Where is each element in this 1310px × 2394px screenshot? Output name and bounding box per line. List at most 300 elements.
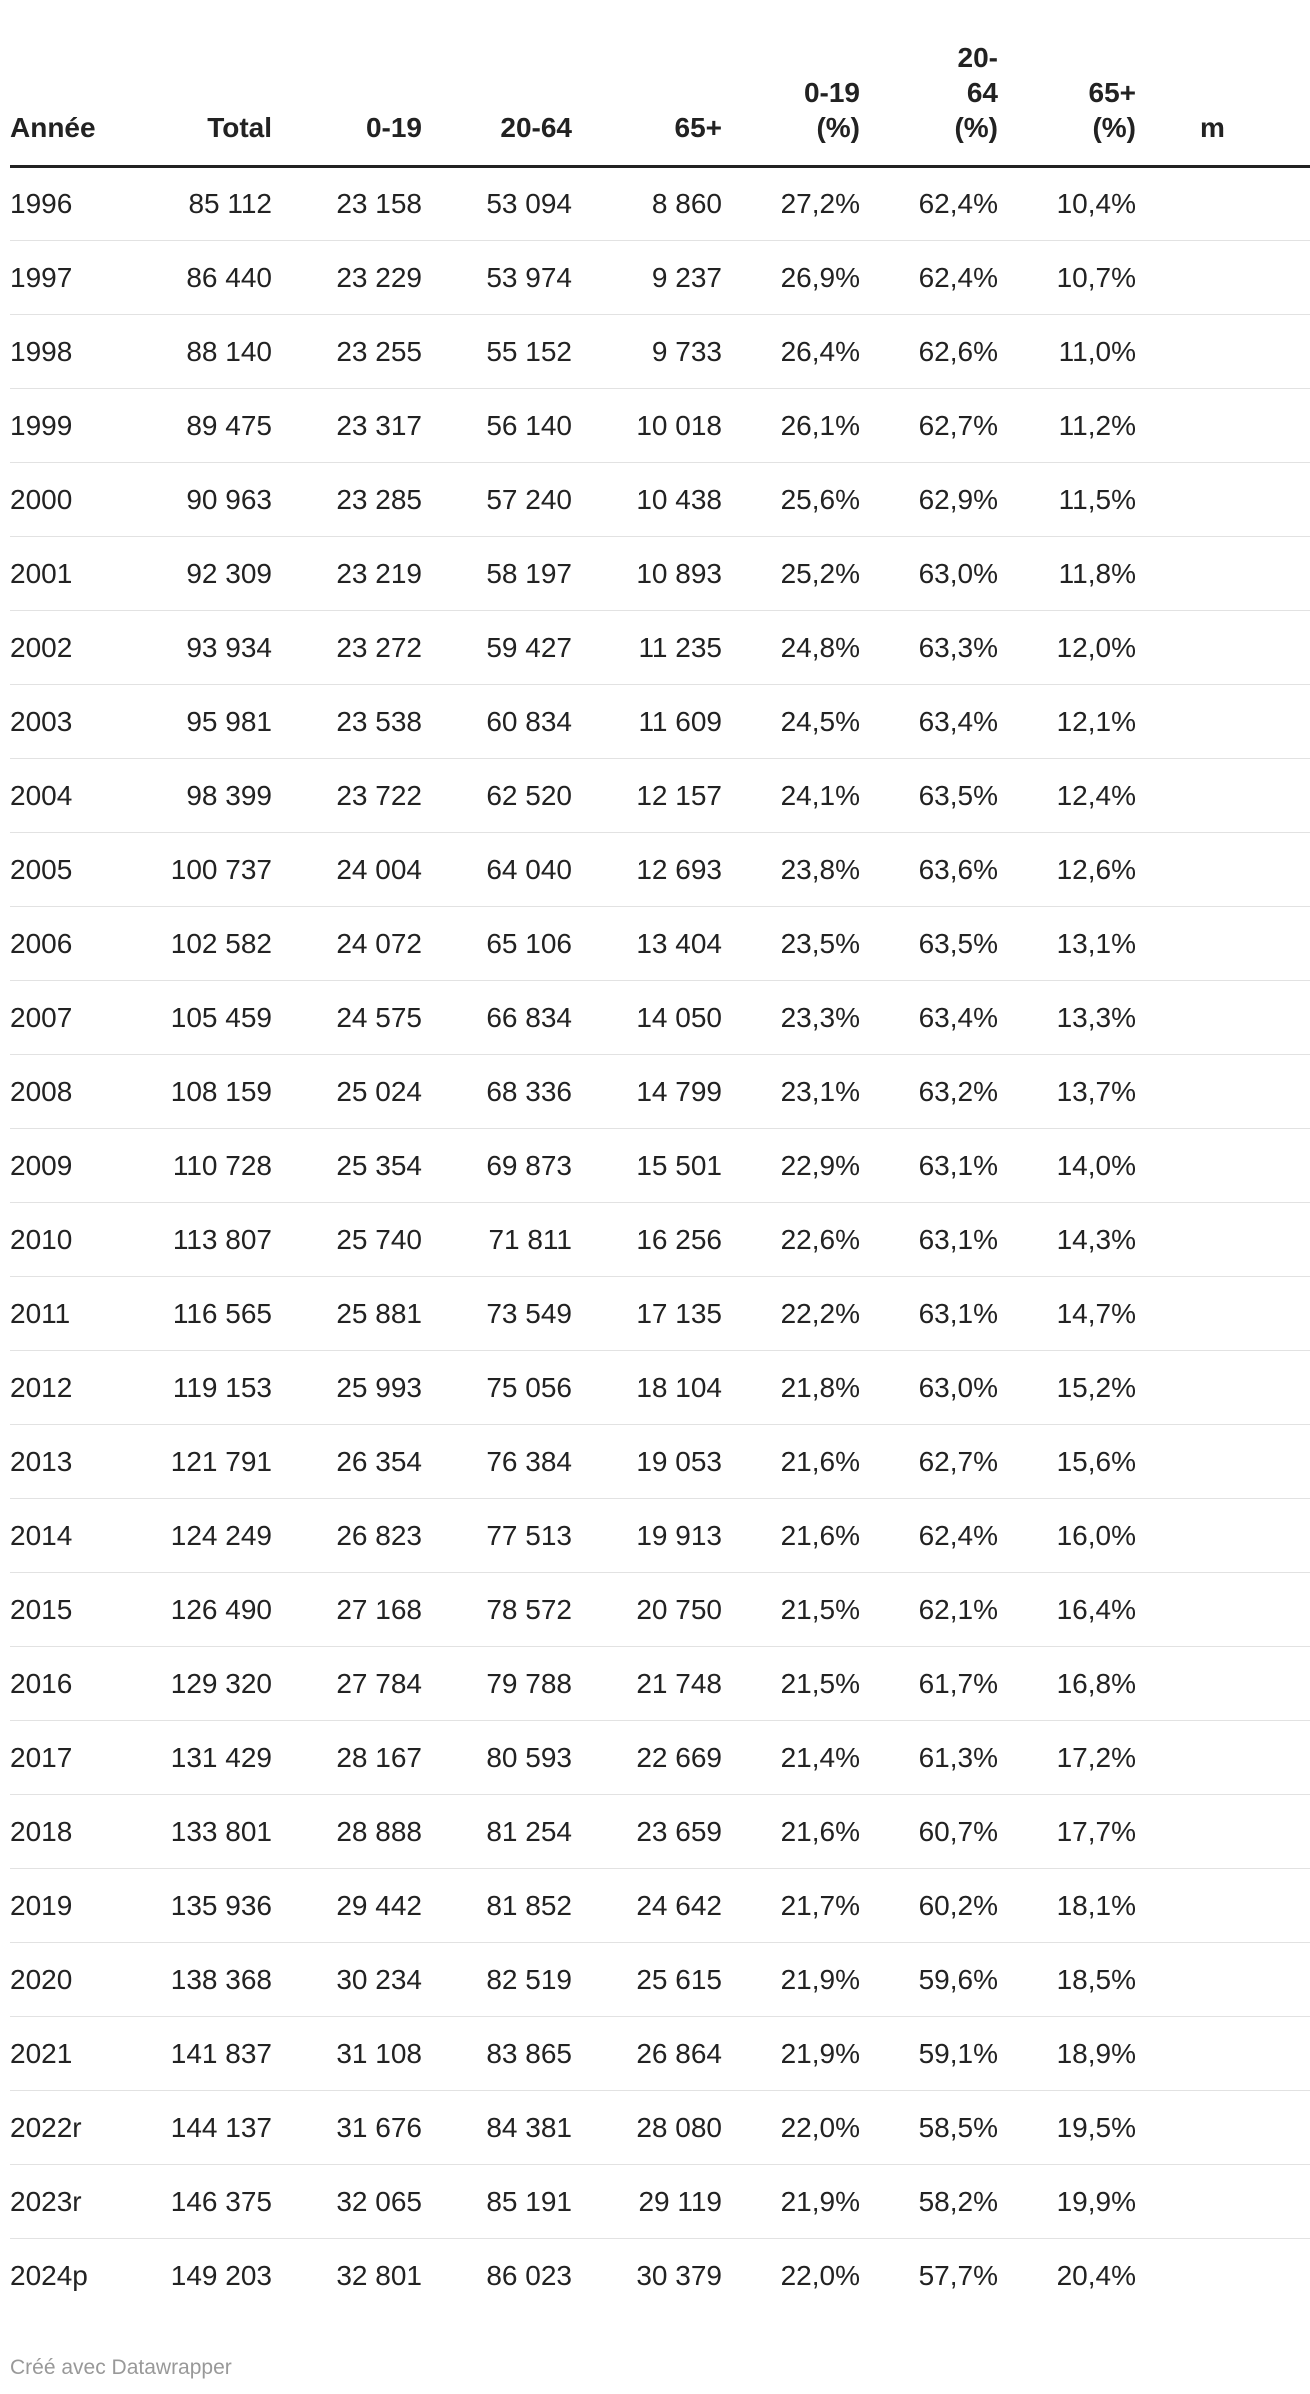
cell-total: 85 112 — [130, 167, 272, 241]
cell-total: 113 807 — [130, 1203, 272, 1277]
cell-total: 89 475 — [130, 389, 272, 463]
cell-pct-20-64: 58,2% — [860, 2165, 998, 2239]
cell-truncated-column — [1136, 167, 1310, 241]
table-row — [10, 685, 1310, 759]
cell-age-65-plus: 10 438 — [572, 463, 722, 537]
cell-truncated-column — [1136, 759, 1310, 833]
cell-pct-0-19: 21,8% — [722, 1351, 860, 1425]
cell-truncated-column — [1136, 1573, 1310, 1647]
cell-age-0-19: 28 888 — [272, 1795, 422, 1869]
cell-total: 135 936 — [130, 1869, 272, 1943]
cell-year: 2012 — [10, 1351, 130, 1425]
cell-age-20-64: 77 513 — [422, 1499, 572, 1573]
cell-total: 88 140 — [130, 315, 272, 389]
cell-age-20-64: 80 593 — [422, 1721, 572, 1795]
cell-age-0-19: 31 676 — [272, 2091, 422, 2165]
cell-age-0-19: 24 072 — [272, 907, 422, 981]
cell-age-20-64: 73 549 — [422, 1277, 572, 1351]
cell-age-20-64: 71 811 — [422, 1203, 572, 1277]
header-age-0-19[interactable]: 0-19 — [272, 40, 422, 167]
cell-age-65-plus: 8 860 — [572, 167, 722, 241]
cell-pct-20-64: 57,7% — [918, 2259, 998, 2291]
cell-age-20-64: 53 974 — [422, 241, 572, 315]
cell-total: 138 368 — [130, 1943, 272, 2017]
cell-age-20-64: 55 152 — [422, 315, 572, 389]
cell-age-0-19: 23 158 — [272, 167, 422, 241]
table-row — [10, 1647, 1310, 1721]
cell-pct-20-64: 63,5% — [860, 759, 998, 833]
cell-pct-0-19: 22,0% — [780, 2259, 860, 2291]
cell-total: 141 837 — [130, 2017, 272, 2091]
header-pct-65-plus-line1: 65+ — [1088, 77, 1136, 108]
cell-age-65-plus: 21 748 — [572, 1647, 722, 1721]
cell-total: 95 981 — [130, 685, 272, 759]
cell-pct-65-plus: 15,6% — [998, 1425, 1136, 1499]
cell-age-20-64: 62 520 — [422, 759, 572, 833]
cell-age-0-19: 25 740 — [272, 1203, 422, 1277]
cell-age-65-plus: 9 237 — [572, 241, 722, 315]
cell-age-0-19: 23 219 — [272, 537, 422, 611]
cell-age-65-plus: 25 615 — [572, 1943, 722, 2017]
cell-truncated-column — [1136, 389, 1310, 463]
cell-pct-20-64: 59,1% — [860, 2017, 998, 2091]
cell-age-20-64: 57 240 — [422, 463, 572, 537]
cell-truncated-column — [1136, 2239, 1310, 2313]
cell-age-20-64: 68 336 — [422, 1055, 572, 1129]
cell-total: 149 203 — [170, 2259, 272, 2291]
cell-age-20-64: 75 056 — [422, 1351, 572, 1425]
cell-pct-20-64: 60,2% — [860, 1869, 998, 1943]
cell-truncated-column — [1136, 537, 1310, 611]
cell-age-20-64: 79 788 — [422, 1647, 572, 1721]
cell-age-0-19: 23 538 — [272, 685, 422, 759]
cell-pct-0-19: 22,9% — [722, 1129, 860, 1203]
table-row — [10, 241, 1310, 315]
header-total[interactable]: Total — [130, 40, 272, 167]
table-row — [10, 1351, 1310, 1425]
table-row — [10, 1795, 1310, 1869]
table-row — [10, 1129, 1310, 1203]
table-row — [10, 759, 1310, 833]
cell-age-65-plus: 12 693 — [572, 833, 722, 907]
cell-truncated-column — [1136, 1795, 1310, 1869]
cell-age-65-plus: 28 080 — [572, 2091, 722, 2165]
cell-age-0-19: 23 722 — [272, 759, 422, 833]
table-row — [10, 981, 1310, 1055]
cell-total: 98 399 — [130, 759, 272, 833]
header-pct-65-plus[interactable] — [998, 40, 1136, 167]
table-row — [10, 389, 1310, 463]
cell-truncated-column — [1136, 1055, 1310, 1129]
cell-pct-65-plus: 13,1% — [998, 907, 1136, 981]
cell-pct-20-64: 63,2% — [860, 1055, 998, 1129]
cell-truncated-column — [1136, 2165, 1310, 2239]
cell-truncated-column — [1136, 907, 1310, 981]
cell-pct-0-19: 23,3% — [722, 981, 860, 1055]
cell-year: 2016 — [10, 1647, 130, 1721]
cell-pct-65-plus: 10,4% — [998, 167, 1136, 241]
cell-age-20-64: 78 572 — [422, 1573, 572, 1647]
cell-pct-20-64: 62,4% — [860, 1499, 998, 1573]
cell-age-65-plus: 15 501 — [572, 1129, 722, 1203]
cell-pct-0-19: 24,5% — [722, 685, 860, 759]
cell-pct-65-plus: 12,0% — [998, 611, 1136, 685]
cell-year: 2024p — [10, 2259, 88, 2291]
header-age-20-64[interactable]: 20-64 — [422, 40, 572, 167]
cell-age-20-64: 86 023 — [486, 2259, 572, 2291]
cell-total: 92 309 — [130, 537, 272, 611]
cell-age-20-64: 76 384 — [422, 1425, 572, 1499]
cell-age-65-plus: 20 750 — [572, 1573, 722, 1647]
table-row — [10, 463, 1310, 537]
cell-pct-0-19: 23,8% — [722, 833, 860, 907]
cell-pct-20-64: 59,6% — [860, 1943, 998, 2017]
cell-age-65-plus: 19 053 — [572, 1425, 722, 1499]
cell-pct-0-19: 26,9% — [722, 241, 860, 315]
cell-truncated-column — [1136, 1869, 1310, 1943]
cell-pct-0-19: 21,9% — [722, 2165, 860, 2239]
cell-pct-20-64: 63,3% — [860, 611, 998, 685]
cell-year: 2018 — [10, 1795, 130, 1869]
cell-truncated-column — [1136, 241, 1310, 315]
cell-total: 146 375 — [130, 2165, 272, 2239]
cell-year: 2017 — [10, 1721, 130, 1795]
cell-total: 121 791 — [130, 1425, 272, 1499]
cell-truncated-column — [1136, 1351, 1310, 1425]
cell-age-65-plus: 29 119 — [572, 2165, 722, 2239]
table-row — [10, 1277, 1310, 1351]
cell-truncated-column — [1136, 2017, 1310, 2091]
cell-pct-0-19: 21,7% — [722, 1869, 860, 1943]
cell-pct-20-64: 63,4% — [860, 685, 998, 759]
cell-truncated-column — [1136, 1943, 1310, 2017]
cell-pct-0-19: 24,8% — [722, 611, 860, 685]
table-row — [10, 1425, 1310, 1499]
header-pct-65-plus-line2: (%) — [1092, 112, 1136, 143]
cell-truncated-column — [1136, 833, 1310, 907]
cell-age-65-plus: 13 404 — [572, 907, 722, 981]
cell-pct-0-19: 21,9% — [722, 2017, 860, 2091]
cell-year: 2011 — [10, 1277, 130, 1351]
cell-year: 1998 — [10, 315, 130, 389]
cell-pct-20-64: 62,1% — [860, 1573, 998, 1647]
cell-pct-65-plus: 12,6% — [998, 833, 1136, 907]
cell-pct-0-19: 22,0% — [722, 2091, 860, 2165]
cell-pct-20-64: 62,7% — [860, 1425, 998, 1499]
cell-pct-20-64: 62,4% — [860, 241, 998, 315]
header-row — [10, 40, 1310, 167]
cell-age-65-plus: 19 913 — [572, 1499, 722, 1573]
cell-pct-20-64: 62,6% — [860, 315, 998, 389]
cell-pct-65-plus: 17,7% — [998, 1795, 1136, 1869]
cell-pct-65-plus: 12,1% — [998, 685, 1136, 759]
cell-total: 133 801 — [130, 1795, 272, 1869]
cell-age-65-plus: 11 235 — [572, 611, 722, 685]
cell-pct-65-plus: 11,5% — [998, 463, 1136, 537]
cell-pct-0-19: 26,4% — [722, 315, 860, 389]
cell-year: 2000 — [10, 463, 130, 537]
cell-year: 1999 — [10, 389, 130, 463]
cell-age-0-19: 32 801 — [336, 2259, 422, 2291]
cell-pct-0-19: 22,2% — [722, 1277, 860, 1351]
table-row — [10, 833, 1310, 907]
table-row — [10, 2165, 1310, 2239]
cell-pct-20-64: 63,4% — [860, 981, 998, 1055]
cell-age-65-plus: 12 157 — [572, 759, 722, 833]
cell-age-0-19: 23 272 — [272, 611, 422, 685]
cell-pct-65-plus: 12,4% — [998, 759, 1136, 833]
cell-pct-20-64: 63,0% — [860, 1351, 998, 1425]
cell-age-65-plus: 11 609 — [572, 685, 722, 759]
cell-pct-20-64: 58,5% — [860, 2091, 998, 2165]
cell-total: 124 249 — [130, 1499, 272, 1573]
cell-year: 2020 — [10, 1943, 130, 2017]
cell-truncated-column — [1136, 1203, 1310, 1277]
header-pct-20-64-line2: 64 — [966, 77, 998, 108]
cell-total: 131 429 — [130, 1721, 272, 1795]
cell-pct-65-plus: 14,3% — [998, 1203, 1136, 1277]
cell-truncated-column — [1136, 685, 1310, 759]
cell-year: 2015 — [10, 1573, 130, 1647]
table-row — [10, 1943, 1310, 2017]
cell-year: 2014 — [10, 1499, 130, 1573]
cell-total: 119 153 — [130, 1351, 272, 1425]
cell-total: 144 137 — [130, 2091, 272, 2165]
cell-pct-20-64: 61,7% — [860, 1647, 998, 1721]
table-row — [10, 1203, 1310, 1277]
cell-truncated-column — [1136, 981, 1310, 1055]
cell-pct-65-plus: 11,8% — [998, 537, 1136, 611]
cell-pct-0-19: 21,4% — [722, 1721, 860, 1795]
cell-age-0-19: 26 823 — [272, 1499, 422, 1573]
cell-pct-0-19: 25,2% — [722, 537, 860, 611]
cell-age-65-plus: 30 379 — [636, 2259, 722, 2291]
cell-total: 108 159 — [130, 1055, 272, 1129]
cell-age-0-19: 24 575 — [272, 981, 422, 1055]
cell-age-0-19: 28 167 — [272, 1721, 422, 1795]
cell-pct-65-plus: 18,9% — [998, 2017, 1136, 2091]
cell-year: 2006 — [10, 907, 130, 981]
table-body — [10, 167, 1310, 2313]
cell-pct-65-plus: 11,2% — [998, 389, 1136, 463]
population-table — [10, 40, 1310, 2313]
cell-pct-20-64: 62,9% — [860, 463, 998, 537]
cell-pct-65-plus: 19,9% — [998, 2165, 1136, 2239]
cell-pct-65-plus: 14,7% — [998, 1277, 1136, 1351]
table-row — [10, 1721, 1310, 1795]
cell-age-20-64: 59 427 — [422, 611, 572, 685]
cell-age-20-64: 84 381 — [422, 2091, 572, 2165]
cell-pct-20-64: 63,1% — [860, 1203, 998, 1277]
header-pct-20-64-line1: 20- — [957, 42, 998, 73]
header-year[interactable]: Année — [10, 40, 130, 167]
cell-pct-20-64: 63,1% — [860, 1129, 998, 1203]
cell-pct-65-plus: 14,0% — [998, 1129, 1136, 1203]
cell-pct-65-plus: 18,1% — [998, 1869, 1136, 1943]
cell-total: 129 320 — [130, 1647, 272, 1721]
cell-total: 116 565 — [130, 1277, 272, 1351]
table-row — [10, 1869, 1310, 1943]
cell-age-0-19: 25 993 — [272, 1351, 422, 1425]
cell-pct-65-plus: 13,3% — [998, 981, 1136, 1055]
cell-age-0-19: 25 024 — [272, 1055, 422, 1129]
cell-age-65-plus: 17 135 — [572, 1277, 722, 1351]
cell-pct-0-19: 21,6% — [722, 1795, 860, 1869]
cell-age-0-19: 23 285 — [272, 463, 422, 537]
cell-age-0-19: 23 229 — [272, 241, 422, 315]
cell-pct-65-plus: 15,2% — [998, 1351, 1136, 1425]
cell-pct-0-19: 24,1% — [722, 759, 860, 833]
cell-pct-20-64: 60,7% — [860, 1795, 998, 1869]
cell-age-20-64: 65 106 — [422, 907, 572, 981]
cell-pct-65-plus: 11,0% — [998, 315, 1136, 389]
cell-year: 2002 — [10, 611, 130, 685]
cell-age-65-plus: 10 018 — [572, 389, 722, 463]
cell-year: 2008 — [10, 1055, 130, 1129]
cell-total: 93 934 — [130, 611, 272, 685]
table-row — [10, 2017, 1310, 2091]
table-header — [10, 40, 1310, 167]
cell-age-0-19: 27 784 — [272, 1647, 422, 1721]
header-pct-0-19-line2: (%) — [816, 112, 860, 143]
header-pct-0-19-line1: 0-19 — [803, 77, 860, 108]
cell-pct-65-plus: 10,7% — [998, 241, 1136, 315]
cell-age-20-64: 83 865 — [422, 2017, 572, 2091]
cell-total: 110 728 — [130, 1129, 272, 1203]
cell-truncated-column — [1136, 1647, 1310, 1721]
table-row — [10, 1499, 1310, 1573]
cell-pct-0-19: 25,6% — [722, 463, 860, 537]
table-row — [10, 315, 1310, 389]
cell-age-0-19: 26 354 — [272, 1425, 422, 1499]
cell-pct-20-64: 62,4% — [860, 167, 998, 241]
cell-age-20-64: 58 197 — [422, 537, 572, 611]
cell-age-0-19: 32 065 — [272, 2165, 422, 2239]
cell-age-0-19: 23 255 — [272, 315, 422, 389]
cell-pct-65-plus: 18,5% — [998, 1943, 1136, 2017]
cell-year: 2019 — [10, 1869, 130, 1943]
table-row — [10, 2239, 1310, 2313]
cell-age-65-plus: 14 050 — [572, 981, 722, 1055]
cell-age-20-64: 82 519 — [422, 1943, 572, 2017]
cell-pct-0-19: 21,6% — [722, 1499, 860, 1573]
cell-pct-0-19: 26,1% — [722, 389, 860, 463]
cell-year: 2013 — [10, 1425, 130, 1499]
cell-year: 2007 — [10, 981, 130, 1055]
cell-truncated-column — [1136, 1425, 1310, 1499]
cell-truncated-column — [1136, 611, 1310, 685]
cell-pct-65-plus: 19,5% — [998, 2091, 1136, 2165]
table-row — [10, 1573, 1310, 1647]
cell-pct-65-plus: 16,0% — [998, 1499, 1136, 1573]
cell-year: 2003 — [10, 685, 130, 759]
cell-age-20-64: 81 852 — [422, 1869, 572, 1943]
table-row — [10, 167, 1310, 241]
cell-year: 1997 — [10, 241, 130, 315]
cell-total: 126 490 — [130, 1573, 272, 1647]
cell-age-65-plus: 22 669 — [572, 1721, 722, 1795]
header-age-65-plus[interactable]: 65+ — [572, 40, 722, 167]
cell-total: 100 737 — [130, 833, 272, 907]
cell-age-0-19: 30 234 — [272, 1943, 422, 2017]
cell-truncated-column — [1136, 1277, 1310, 1351]
cell-pct-65-plus: 16,4% — [998, 1573, 1136, 1647]
cell-pct-65-plus: 13,7% — [998, 1055, 1136, 1129]
header-truncated-column[interactable]: m — [1136, 40, 1310, 167]
cell-truncated-column — [1136, 315, 1310, 389]
cell-year: 2005 — [10, 833, 130, 907]
cell-age-65-plus: 24 642 — [572, 1869, 722, 1943]
cell-age-65-plus: 26 864 — [572, 2017, 722, 2091]
cell-age-20-64: 66 834 — [422, 981, 572, 1055]
cell-age-20-64: 64 040 — [422, 833, 572, 907]
table-row — [10, 537, 1310, 611]
cell-pct-65-plus: 17,2% — [998, 1721, 1136, 1795]
cell-pct-65-plus: 16,8% — [998, 1647, 1136, 1721]
cell-age-65-plus: 10 893 — [572, 537, 722, 611]
cell-pct-0-19: 22,6% — [722, 1203, 860, 1277]
cell-year: 2004 — [10, 759, 130, 833]
cell-pct-0-19: 21,5% — [722, 1647, 860, 1721]
cell-year: 2021 — [10, 2017, 130, 2091]
cell-total: 105 459 — [130, 981, 272, 1055]
cell-pct-0-19: 21,5% — [722, 1573, 860, 1647]
cell-year: 2001 — [10, 537, 130, 611]
cell-age-65-plus: 16 256 — [572, 1203, 722, 1277]
table-row — [10, 611, 1310, 685]
header-pct-0-19[interactable] — [722, 40, 860, 167]
table-row — [10, 907, 1310, 981]
cell-year: 2022r — [10, 2091, 130, 2165]
cell-age-20-64: 81 254 — [422, 1795, 572, 1869]
cell-age-65-plus: 9 733 — [572, 315, 722, 389]
cell-truncated-column — [1136, 463, 1310, 537]
cell-age-20-64: 60 834 — [422, 685, 572, 759]
cell-pct-20-64: 62,7% — [860, 389, 998, 463]
cell-pct-20-64: 61,3% — [860, 1721, 998, 1795]
cell-truncated-column — [1136, 1721, 1310, 1795]
table-row — [10, 2091, 1310, 2165]
cell-pct-0-19: 21,9% — [722, 1943, 860, 2017]
cell-pct-20-64: 63,1% — [860, 1277, 998, 1351]
header-pct-20-64[interactable] — [860, 40, 998, 167]
cell-pct-0-19: 23,5% — [722, 907, 860, 981]
cell-truncated-column — [1136, 1129, 1310, 1203]
datawrapper-credit[interactable]: Créé avec Datawrapper — [10, 2356, 232, 2379]
cell-age-0-19: 29 442 — [272, 1869, 422, 1943]
cell-total: 86 440 — [130, 241, 272, 315]
cell-age-0-19: 27 168 — [272, 1573, 422, 1647]
cell-year: 2010 — [10, 1203, 130, 1277]
cell-age-0-19: 25 354 — [272, 1129, 422, 1203]
cell-age-20-64: 53 094 — [422, 167, 572, 241]
cell-pct-20-64: 63,0% — [860, 537, 998, 611]
cell-year: 1996 — [10, 167, 130, 241]
cell-pct-0-19: 23,1% — [722, 1055, 860, 1129]
cell-age-65-plus: 14 799 — [572, 1055, 722, 1129]
cell-age-65-plus: 18 104 — [572, 1351, 722, 1425]
cell-total: 90 963 — [130, 463, 272, 537]
cell-pct-20-64: 63,5% — [860, 907, 998, 981]
cell-age-65-plus: 23 659 — [572, 1795, 722, 1869]
cell-year: 2023r — [10, 2165, 130, 2239]
cell-age-20-64: 56 140 — [422, 389, 572, 463]
cell-age-0-19: 31 108 — [272, 2017, 422, 2091]
cell-age-0-19: 24 004 — [272, 833, 422, 907]
header-pct-20-64-line3: (%) — [954, 112, 998, 143]
cell-total: 102 582 — [130, 907, 272, 981]
cell-pct-0-19: 27,2% — [722, 167, 860, 241]
